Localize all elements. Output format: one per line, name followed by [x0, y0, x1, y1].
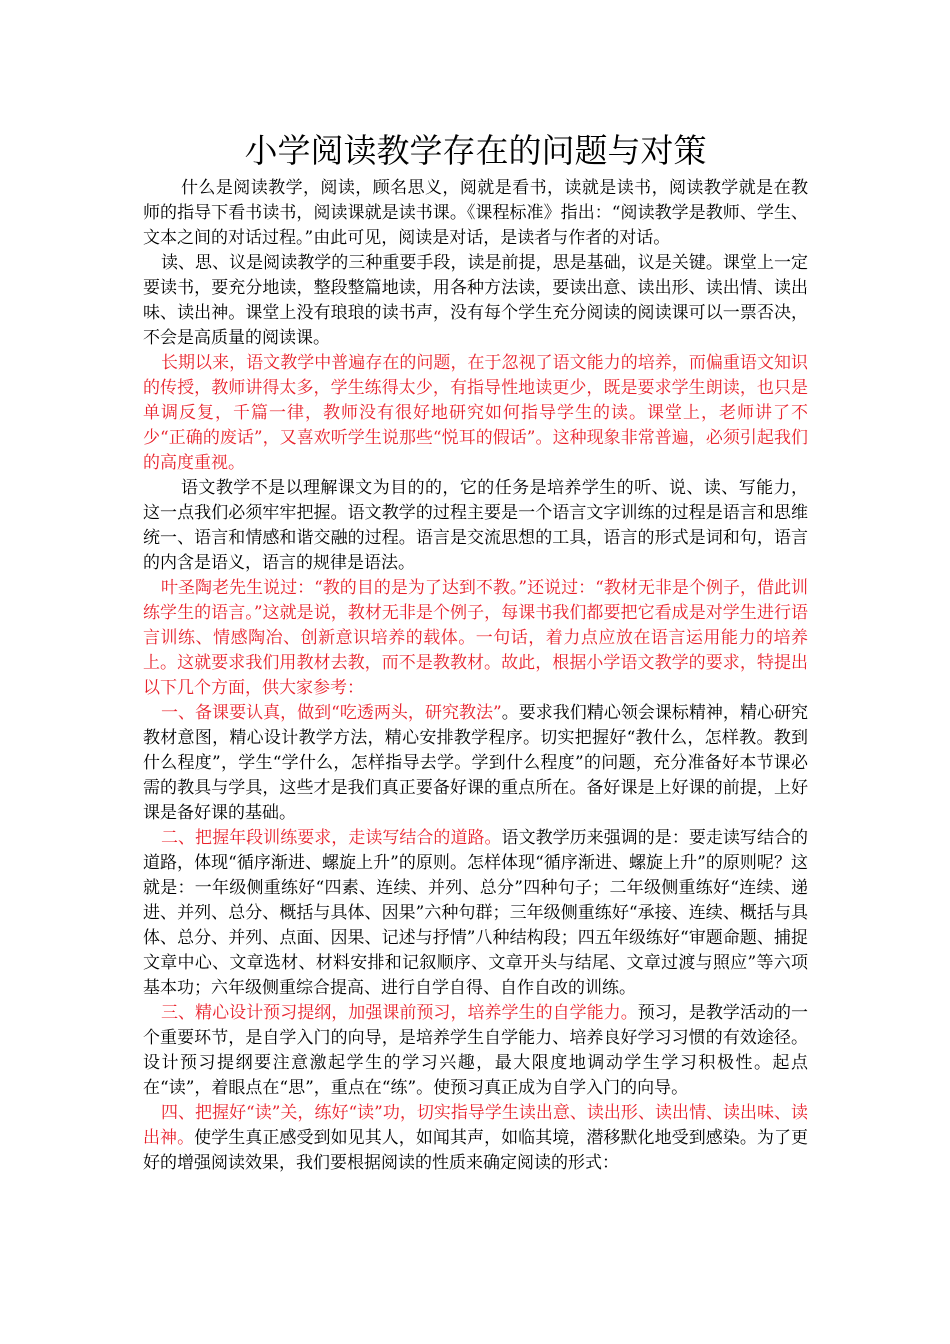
point-heading: 二、把握年段训练要求，走读写结合的道路。: [161, 828, 502, 848]
point-body: 使学生真正感受到如见其人，如闻其声，如临其境，潜移默化地受到感染。为了更好的增强阅读效果，我们要根据阅读的性质来确定阅读的形式：: [143, 1128, 809, 1173]
point-body: 。要求我们精心领会课标精神，精心研究教材意图，精心设计教学方法，精心安排教学程序。切实把握好“教什么，怎样教。教到什么程度”，学生“学什么，怎样指导去学。学到什么程度”的问题，充分准备好本节课必需的教具与学具，这些才是我们真正要备好课的重点所在。备好课是上好课的前提，上好课是备好课的基础。: [143, 703, 808, 823]
paragraph-point-three-preview: [143, 1001, 808, 1101]
document-title: 小学阅读教学存在的问题与对策: [244, 131, 707, 170]
document-page: [143, 128, 808, 1176]
point-body: 预习，是教学活动的一个重要环节，是自学入门的向导，是培养学生自学能力、培养良好学习习惯的有效途径。设计预习提纲要注意激起学生的学习兴趣，最大限度地调动学生学习积极性。起点在“读”，着眼点在“思”，重点在“练”。使预习真正成为自学入门的向导。: [143, 1003, 809, 1098]
paragraph-text: 读、思、议是阅读教学的三种重要手段，读是前提，思是基础，议是关键。课堂上一定要读书，要充分地读，整段整篇地读，用各种方法读，要读出意、读出形、读出情、读出味、读出神。课堂上没有琅琅的读书声，没有每个学生充分阅读的阅读课可以一票否决，不会是高质量的阅读课。: [143, 253, 808, 348]
paragraph-what-is-reading: [143, 176, 808, 251]
paragraph-point-one-lesson-prep: [143, 701, 808, 826]
paragraph-point-two-reading-writing: [143, 826, 808, 1001]
point-heading: 四、把握好“读”关，练好“读”功，切实指导学生读出意、读出形、读出情、读出味、读出神。: [143, 1103, 808, 1148]
paragraph-read-think-discuss: [143, 251, 808, 351]
paragraph-ye-shengtao-quote: [143, 576, 808, 701]
paragraph-text: 长期以来，语文教学中普遍存在的问题，在于忽视了语文能力的培养，而偏重语文知识的传授，教师讲得太多，学生练得太少，有指导性地读更少，既是要求学生朗读，也只是单调反复，千篇一律，教师没有很好地研究如何指导学生的读。课堂上，老师讲了不少“正确的废话”，又喜欢听学生说那些“悦耳的假话”。这种现象非常普遍，必须引起我们的高度重视。: [143, 353, 808, 473]
paragraph-text: 语文教学不是以理解课文为目的的，它的任务是培养学生的听、说、读、写能力，这一点我们必须牢牢把握。语文教学的过程主要是一个语言文字训练的过程是语言和思维统一、语言和情感和谐交融的过程。语言是交流思想的工具，语言的形式是词和句，语言的内含是语义，语言的规律是语法。: [143, 478, 808, 573]
paragraph-common-problems: [143, 351, 808, 476]
paragraph-point-four-reading: [143, 1101, 808, 1176]
point-heading: 三、精心设计预习提纲，加强课前预习，培养学生的自学能力。: [161, 1003, 638, 1023]
point-body: 语文教学历来强调的是：要走读写结合的道路，体现“循序渐进、螺旋上升”的原则。怎样体现“循序渐进、螺旋上升”的原则呢？这就是：一年级侧重练好“四素、连续、并列、总分”四种句子；二年级侧重练好“连续、递进、并列、总分、概括与具体、因果”六种句群；三年级侧重练好“承接、连续、概括与具体、总分、并列、点面、因果、记述与抒情”八种结构段；四五年级练好“审题命题、捕捉文章中心、文章选材、材料安排和记叙顺序、文章开头与结尾、文章过渡与照应”等六项基本功；六年级侧重综合提高、进行自学自得、自作自改的训练。: [143, 828, 809, 998]
paragraph-language-training: [143, 476, 808, 576]
point-heading: 一、备课要认真，做到“吃透两头，研究教法”: [161, 703, 502, 723]
paragraph-text: 什么是阅读教学，阅读，顾名思义，阅就是看书，读就是读书，阅读教学就是在教师的指导下看书读书，阅读课就是读书课。《课程标准》指出：“阅读教学是教师、学生、文本之间的对话过程。”由此可见，阅读是对话，是读者与作者的对话。: [143, 178, 808, 248]
paragraph-text: 叶圣陶老先生说过：“教的目的是为了达到不教。”还说过：“教材无非是个例子，借此训练学生的语言。”这就是说，教材无非是个例子，每课书我们都要把它看成是对学生进行语言训练、情感陶冶、创新意识培养的载体。一句话，着力点应放在语言运用能力的培养上。这就要求我们用教材去教，而不是教教材。故此，根据小学语文教学的要求，特提出以下几个方面，供大家参考：: [143, 578, 808, 698]
